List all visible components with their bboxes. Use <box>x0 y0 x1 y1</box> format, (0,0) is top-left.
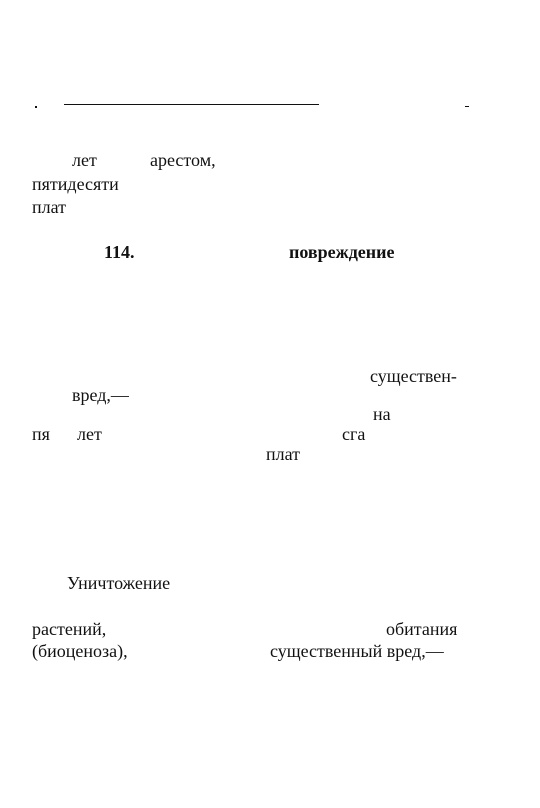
text-fragment: на <box>373 404 391 424</box>
article-title-word: повреждение <box>289 242 395 262</box>
text-fragment: существен- <box>370 366 457 386</box>
header-rule <box>64 104 319 105</box>
text-fragment: плат <box>266 444 301 464</box>
text-fragment: плат <box>32 197 67 217</box>
text-fragment: обитания <box>386 619 458 639</box>
article-number: 114. <box>104 242 135 262</box>
text-fragment: пя <box>32 424 50 444</box>
text-fragment: существенный вред,— <box>270 641 444 661</box>
text-fragment: сга <box>342 424 366 444</box>
text-fragment: арестом, <box>150 150 216 170</box>
text-fragment: растений, <box>32 619 107 639</box>
text-fragment: пятидесяти <box>32 174 119 194</box>
text-fragment: лет <box>77 424 102 444</box>
text-fragment: вред,— <box>72 385 129 405</box>
header-mark-left <box>35 106 37 108</box>
text-fragment: лет <box>72 150 97 170</box>
header-mark-right <box>465 106 469 107</box>
text-fragment: Уничтожение <box>67 573 171 593</box>
text-fragment: (биоценоза), <box>32 641 128 661</box>
